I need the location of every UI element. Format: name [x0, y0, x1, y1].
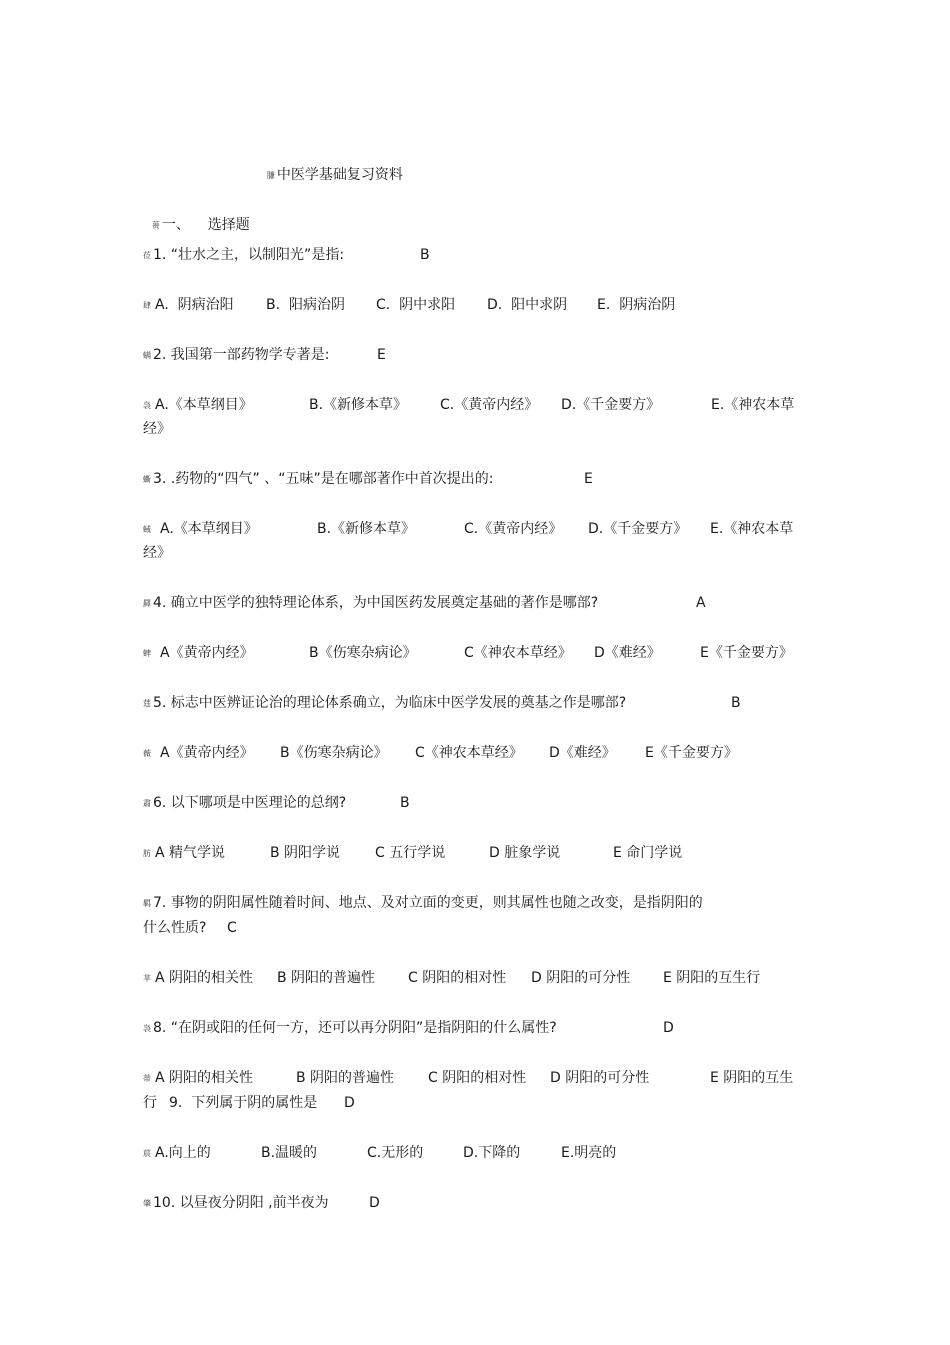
option-c: C.无形的: [367, 1145, 424, 1161]
option-c: C《神农本草经》: [415, 745, 523, 761]
question-text: 4. 确立中医学的独特理论体系，为中国医药发展奠定基础的著作是哪部?: [153, 595, 599, 611]
option-b: B.《新修本草》: [317, 521, 416, 537]
answer: D: [663, 1020, 674, 1036]
option-d: D 阴阳的可分性: [531, 970, 631, 986]
option-d: D《难经》: [549, 745, 616, 761]
stray-mark: 莅: [143, 251, 151, 260]
stray-mark: 袅: [143, 1024, 151, 1033]
options-2: [143, 395, 823, 415]
section-heading: [143, 195, 250, 236]
answer: B: [731, 695, 741, 711]
option-b: B《伤寒杂病论》: [280, 745, 388, 761]
line-lead: 行: [143, 1095, 157, 1111]
question-5: [143, 693, 823, 713]
question-text: 6. 以下哪项是中医理论的总纲?: [153, 795, 347, 811]
stray-mark: 莀: [143, 1149, 151, 1158]
option-c: C 阴阳的相对性: [428, 1070, 527, 1086]
option-e: E.《神农本草: [711, 397, 795, 413]
question-9: [143, 1093, 823, 1113]
option-a: A《黄帝内经》: [160, 745, 254, 761]
question-text: 8. “在阴或阳的任何一方，还可以再分阴阳”是指阴阳的什么属性?: [153, 1020, 557, 1036]
question-8: [143, 1018, 823, 1038]
stray-mark: 肆: [143, 301, 151, 310]
question-text: 9. 下列属于阴的属性是: [169, 1095, 318, 1111]
question-text: 5. 标志中医辨证论治的理论体系确立，为临床中医学发展的奠基之作是哪部?: [153, 695, 627, 711]
question-7-continued: [143, 918, 823, 938]
option-b: B 阴阳的普遍性: [296, 1070, 395, 1086]
option-e: E 阴阳的互生: [710, 1070, 794, 1086]
stray-mark: 薇: [143, 749, 151, 758]
options-4: [143, 643, 823, 663]
option-c: C《神农本草经》: [464, 645, 572, 661]
question-text-continued: 什么性质?: [143, 920, 207, 936]
option-a: A.《本草纲目》: [160, 521, 258, 537]
option-d: D《难经》: [594, 645, 661, 661]
answer: E: [377, 347, 386, 363]
answer: E: [584, 471, 593, 487]
option-a: A. 阴病治阳: [155, 297, 234, 313]
option-b: B.温暖的: [261, 1145, 318, 1161]
answer: D: [344, 1095, 355, 1111]
stray-mark: 莛: [143, 699, 151, 708]
stray-mark: 肇: [143, 1199, 151, 1208]
option-e: E《千金要方》: [645, 745, 738, 761]
option-c: C 五行学说: [375, 845, 446, 861]
option-e: E 命门学说: [613, 845, 683, 861]
stray-mark: 蜮: [143, 525, 151, 534]
question-text: 2. 我国第一部药物学专著是:: [153, 347, 330, 363]
stray-mark: 羄: [143, 599, 151, 608]
option-d: D.《千金要方》: [588, 521, 688, 537]
options-5: [143, 743, 823, 763]
question-1: [143, 245, 823, 265]
stray-mark: 蟖: [143, 475, 151, 484]
document-title: [258, 145, 403, 186]
stray-mark: 肅: [143, 799, 151, 808]
option-b: B. 阳病治阴: [266, 297, 345, 313]
answer: A: [696, 595, 706, 611]
stray-mark: 膁: [266, 171, 275, 180]
question-text: 7. 事物的阴阳属性随着时间、地点、及对立面的变更，则其属性也随之改变，是指阴阳的: [153, 895, 703, 911]
option-c: C. 阴中求阳: [376, 297, 456, 313]
option-c: C.《黄帝内经》: [464, 521, 563, 537]
option-d: D 阴阳的可分性: [550, 1070, 650, 1086]
option-b: B.《新修本草》: [309, 397, 408, 413]
option-d: D. 阳中求阴: [487, 297, 568, 313]
section-text: 一、 选择题: [161, 217, 250, 233]
question-7: [143, 893, 823, 913]
options-3: [143, 519, 823, 539]
stray-mark: 羁: [143, 899, 151, 908]
option-e: E. 阴病治阴: [597, 297, 676, 313]
option-b: B《伤寒杂病论》: [309, 645, 417, 661]
options-6: [143, 843, 823, 863]
options-8: [143, 1068, 823, 1088]
option-e: E《千金要方》: [700, 645, 793, 661]
stray-mark: 螨: [143, 351, 151, 360]
option-d: D.《千金要方》: [561, 397, 661, 413]
question-text: 1. “壮水之主，以制阳光”是指:: [153, 247, 345, 263]
question-6: [143, 793, 823, 813]
stray-mark: 蒉: [151, 221, 160, 230]
option-a: A.《本草纲目》: [155, 397, 253, 413]
answer: D: [369, 1195, 380, 1211]
stray-mark: 袅: [143, 401, 151, 410]
option-a: A 精气学说: [155, 845, 226, 861]
option-e: E.明亮的: [561, 1145, 617, 1161]
option-a: A 阴阳的相关性: [155, 970, 254, 986]
option-b: B 阴阳的普遍性: [277, 970, 376, 986]
option-e: E 阴阳的互生行: [663, 970, 761, 986]
option-d: D 脏象学说: [489, 845, 561, 861]
options-7: [143, 968, 823, 988]
stray-mark: 蒂: [143, 1074, 151, 1083]
question-4: [143, 593, 823, 613]
question-2: [143, 345, 823, 365]
answer: B: [400, 795, 410, 811]
option-d: D.下降的: [463, 1145, 521, 1161]
question-text: 3. .药物的“四气” 、“五味”是在哪部著作中首次提出的:: [153, 471, 494, 487]
options-2-continued: 经》: [143, 421, 171, 437]
option-a: A.向上的: [155, 1145, 211, 1161]
stray-mark: 肪: [143, 849, 151, 858]
answer: B: [420, 247, 430, 263]
stray-mark: 蜱: [143, 649, 151, 658]
answer: C: [227, 920, 237, 936]
option-c: C.《黄帝内经》: [440, 397, 539, 413]
option-a: A《黄帝内经》: [160, 645, 254, 661]
question-10: [143, 1193, 823, 1213]
option-b: B 阴阳学说: [270, 845, 341, 861]
question-3: [143, 469, 823, 489]
options-9: [143, 1143, 823, 1163]
option-e: E.《神农本草: [710, 521, 794, 537]
question-text: 10. 以昼夜分阴阳 ,前半夜为: [153, 1195, 329, 1211]
options-1: [143, 295, 823, 315]
options-3-continued: 经》: [143, 545, 171, 561]
option-c: C 阴阳的相对性: [408, 970, 507, 986]
title-text: 中医学基础复习资料: [276, 167, 403, 183]
stray-mark: 芈: [143, 974, 151, 983]
option-a: A 阴阳的相关性: [155, 1070, 254, 1086]
